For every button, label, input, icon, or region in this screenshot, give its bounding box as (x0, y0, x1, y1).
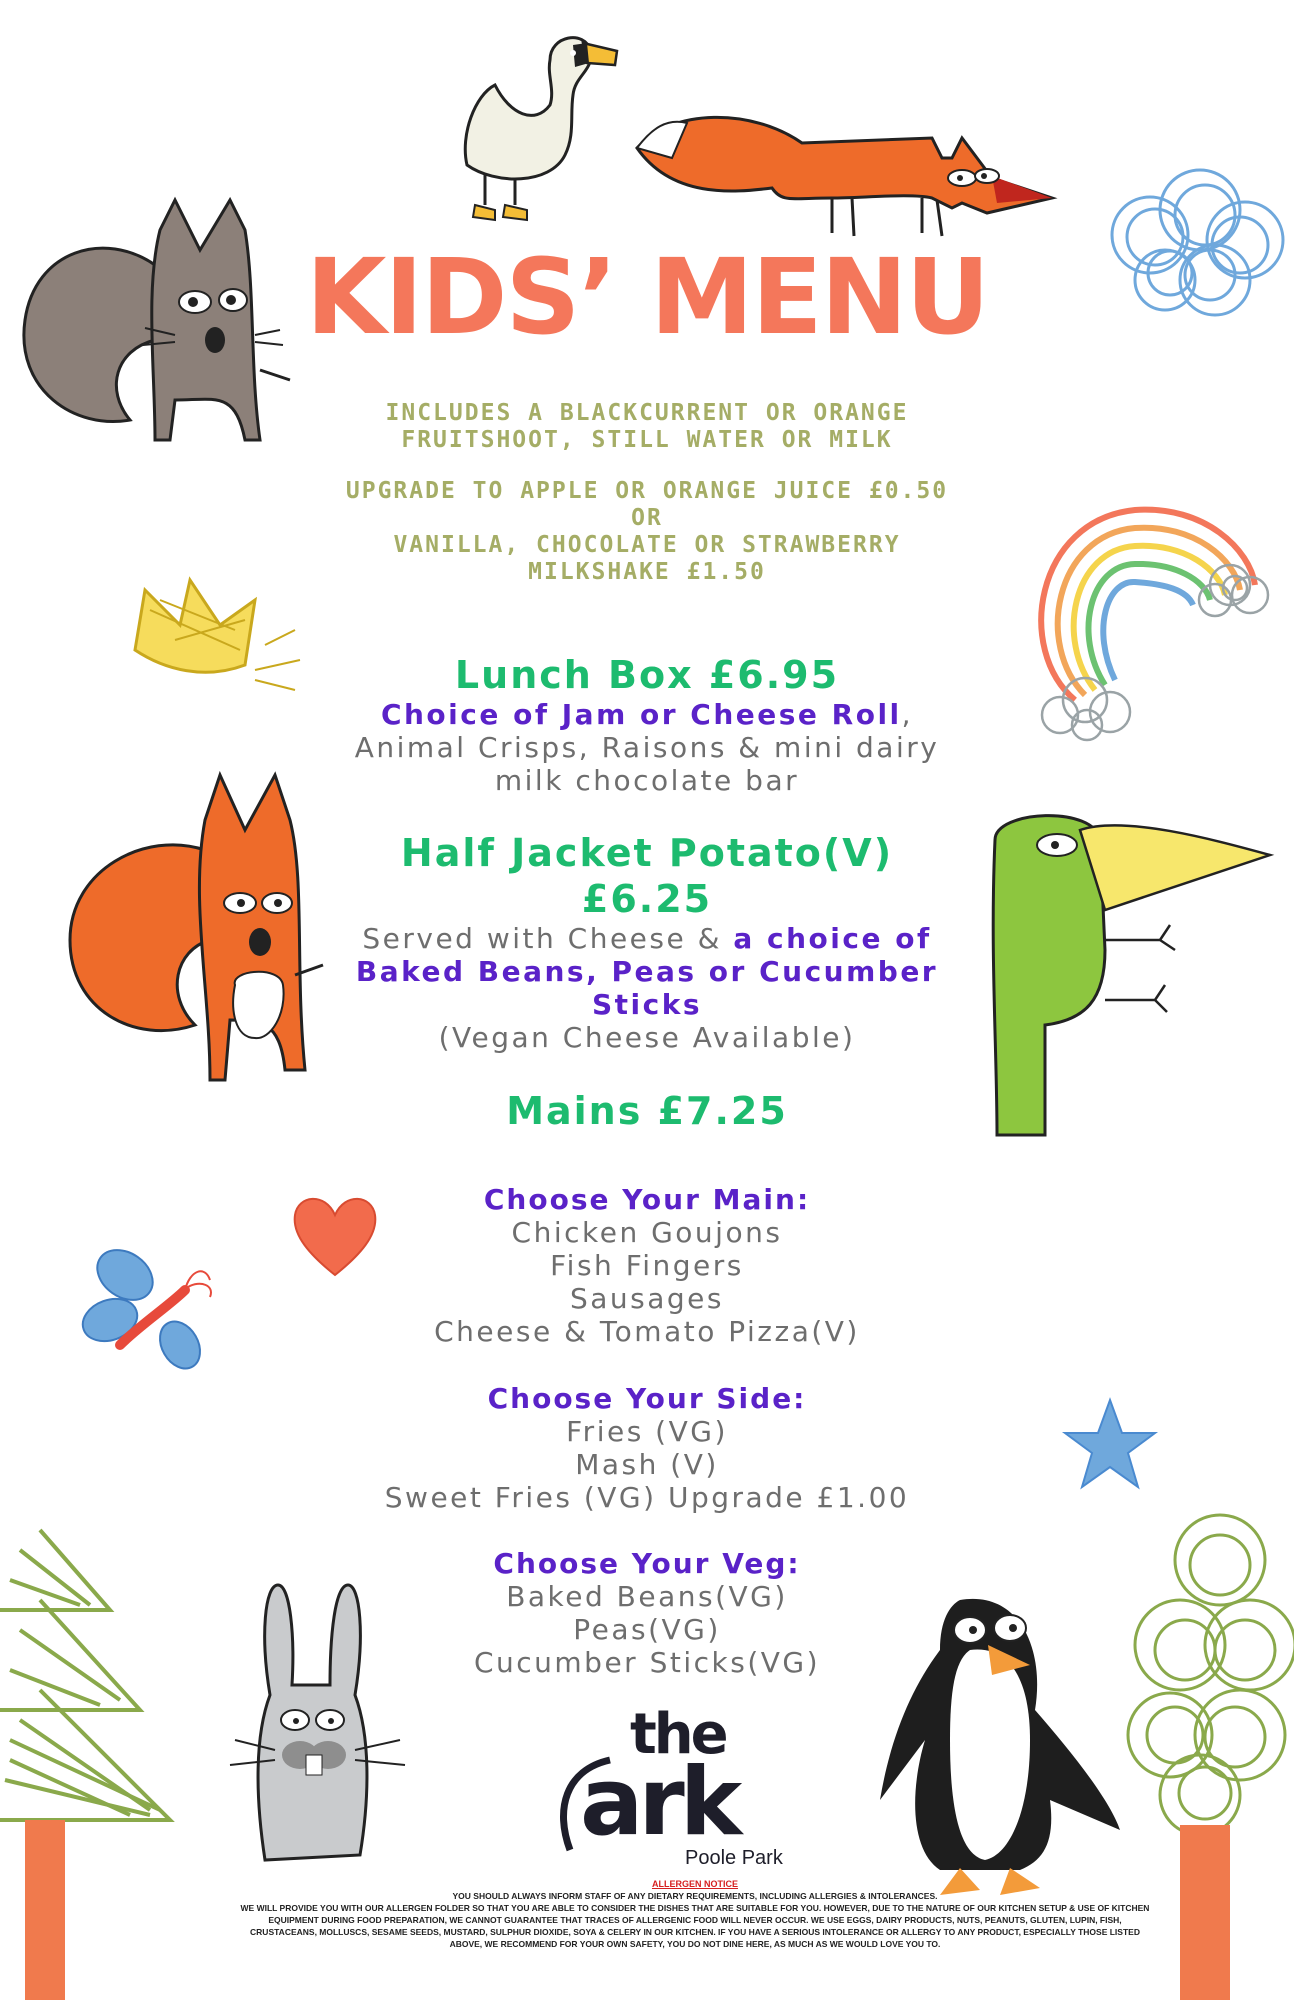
fox-icon (632, 88, 1072, 238)
list-item: Cheese & Tomato Pizza(V) (434, 1315, 860, 1348)
allergen-notice-title: ALLERGEN NOTICE (651, 1879, 738, 1889)
jacket-potato-price: £6.25 (581, 877, 713, 921)
jacket-potato-line1 (297, 922, 997, 955)
allergen-line: CRUSTACEANS, MOLLUSCS, SESAME SEEDS, MUSTARD, SULPHUR DIOXIDE, SOYA & CELERY IN OUR KITCHEN. IF YOU HAVE A SERIOUS INTOLERANCE OR ALLERGY TO ANY PRODUCT, ESPECIALLY THOSE LISTED (250, 1927, 1140, 1937)
drinks-line: FRUITSHOOT, STILL WATER OR MILK (401, 427, 893, 453)
jacket-potato-choice-line2: Baked Beans, Peas or Cucumber (355, 955, 939, 988)
lunch-box-line3: milk chocolate bar (494, 764, 800, 797)
veg-choice-heading: Choose Your Veg: (493, 1547, 801, 1580)
ark-logo (550, 1702, 790, 1875)
lunch-box-comma: , (901, 698, 914, 731)
side-choice-heading: Choose Your Side: (487, 1382, 807, 1415)
lunch-box-line2: Animal Crisps, Raisons & mini dairy (354, 731, 940, 764)
jacket-potato-choice: a choice of (733, 922, 932, 955)
list-item: Sausages (569, 1282, 724, 1315)
drinks-info (297, 400, 997, 454)
list-item: Cucumber Sticks(VG) (473, 1646, 821, 1679)
grey-squirrel-icon (15, 190, 295, 470)
lunch-box-line1 (297, 698, 997, 731)
main-choice-group (297, 1183, 997, 1348)
jacket-potato-served: Served with Cheese & (362, 922, 734, 955)
logo-ark: ark (580, 1748, 738, 1857)
allergen-line: EQUIPMENT DURING FOOD PREPARATION, WE CANNOT GUARANTEE THAT TRACES OF ALLERGENIC FOOD WILL NEVER OCCUR. WE USE EGGS, DAIRY PRODUCTS, NUTS, PEANUTS, GLUTEN, LUPIN, FISH, (268, 1915, 1122, 1925)
rainbow-icon (1015, 490, 1275, 750)
side-choice-group (297, 1382, 997, 1514)
list-item: Fish Fingers (550, 1249, 744, 1282)
lunch-box-choice: Choice of Jam or Cheese Roll (380, 698, 902, 731)
jacket-potato-vegan: (Vegan Cheese Available) (438, 1021, 856, 1054)
list-item: Chicken Goujons (511, 1216, 783, 1249)
mains-heading: Mains £7.25 (506, 1089, 788, 1133)
allergen-line: ABOVE, WE RECOMMEND FOR YOUR OWN SAFETY, YOU DO NOT DINE HERE, AS MUCH AS WE WOULD LOVE YOU TO. (449, 1939, 941, 1949)
drinks-line: UPGRADE TO APPLE OR ORANGE JUICE £0.50 (345, 478, 949, 504)
mains-section (297, 1088, 997, 1134)
drinks-line: OR (631, 505, 663, 531)
veg-choice-group (297, 1547, 997, 1679)
crown-icon (125, 570, 305, 700)
list-item: Sweet Fries (VG) Upgrade £1.00 (384, 1481, 910, 1514)
goose-icon (455, 15, 635, 225)
list-item: Peas(VG) (573, 1613, 721, 1646)
allergen-line: WE WILL PROVIDE YOU WITH OUR ALLERGEN FOLDER SO THAT YOU ARE ABLE TO CONSIDER THE DISHES THAT ARE SUITABLE FOR YOU. HOWEVER, DUE TO THE NATURE OF OUR KITCHEN SETUP & USE OF KITCHEN (240, 1903, 1150, 1913)
main-choice-heading: Choose Your Main: (483, 1183, 811, 1216)
drinks-upgrade (297, 478, 997, 586)
cloud-icon (1105, 165, 1290, 330)
lunch-box-section (297, 652, 997, 797)
allergen-line: YOU SHOULD ALWAYS INFORM STAFF OF ANY DIETARY REQUIREMENTS, INCLUDING ALLERGIES & INTOLERANCES. (452, 1891, 938, 1901)
jacket-potato-heading: Half Jacket Potato(V) (400, 831, 894, 875)
green-bird-icon (985, 800, 1275, 1140)
jacket-potato-section (297, 830, 997, 1054)
pine-tree-icon (0, 1520, 190, 2000)
star-icon (1060, 1395, 1160, 1495)
allergen-notice (195, 1878, 1195, 1950)
butterfly-icon (70, 1235, 220, 1395)
page-title: KIDS’ MENU (305, 236, 989, 358)
drinks-line: INCLUDES A BLACKCURRENT OR ORANGE (385, 400, 909, 426)
drinks-line: MILKSHAKE £1.50 (528, 559, 766, 585)
list-item: Mash (V) (575, 1448, 719, 1481)
list-item: Fries (VG) (566, 1415, 728, 1448)
logo-place: Poole Park (685, 1847, 783, 1869)
lunch-box-heading: Lunch Box £6.95 (454, 653, 840, 697)
drinks-line: VANILLA, CHOCOLATE OR STRAWBERRY (393, 532, 901, 558)
logo-the: the (630, 1702, 726, 1767)
list-item: Baked Beans(VG) (506, 1580, 788, 1613)
jacket-potato-choice-line3: Sticks (591, 988, 703, 1021)
